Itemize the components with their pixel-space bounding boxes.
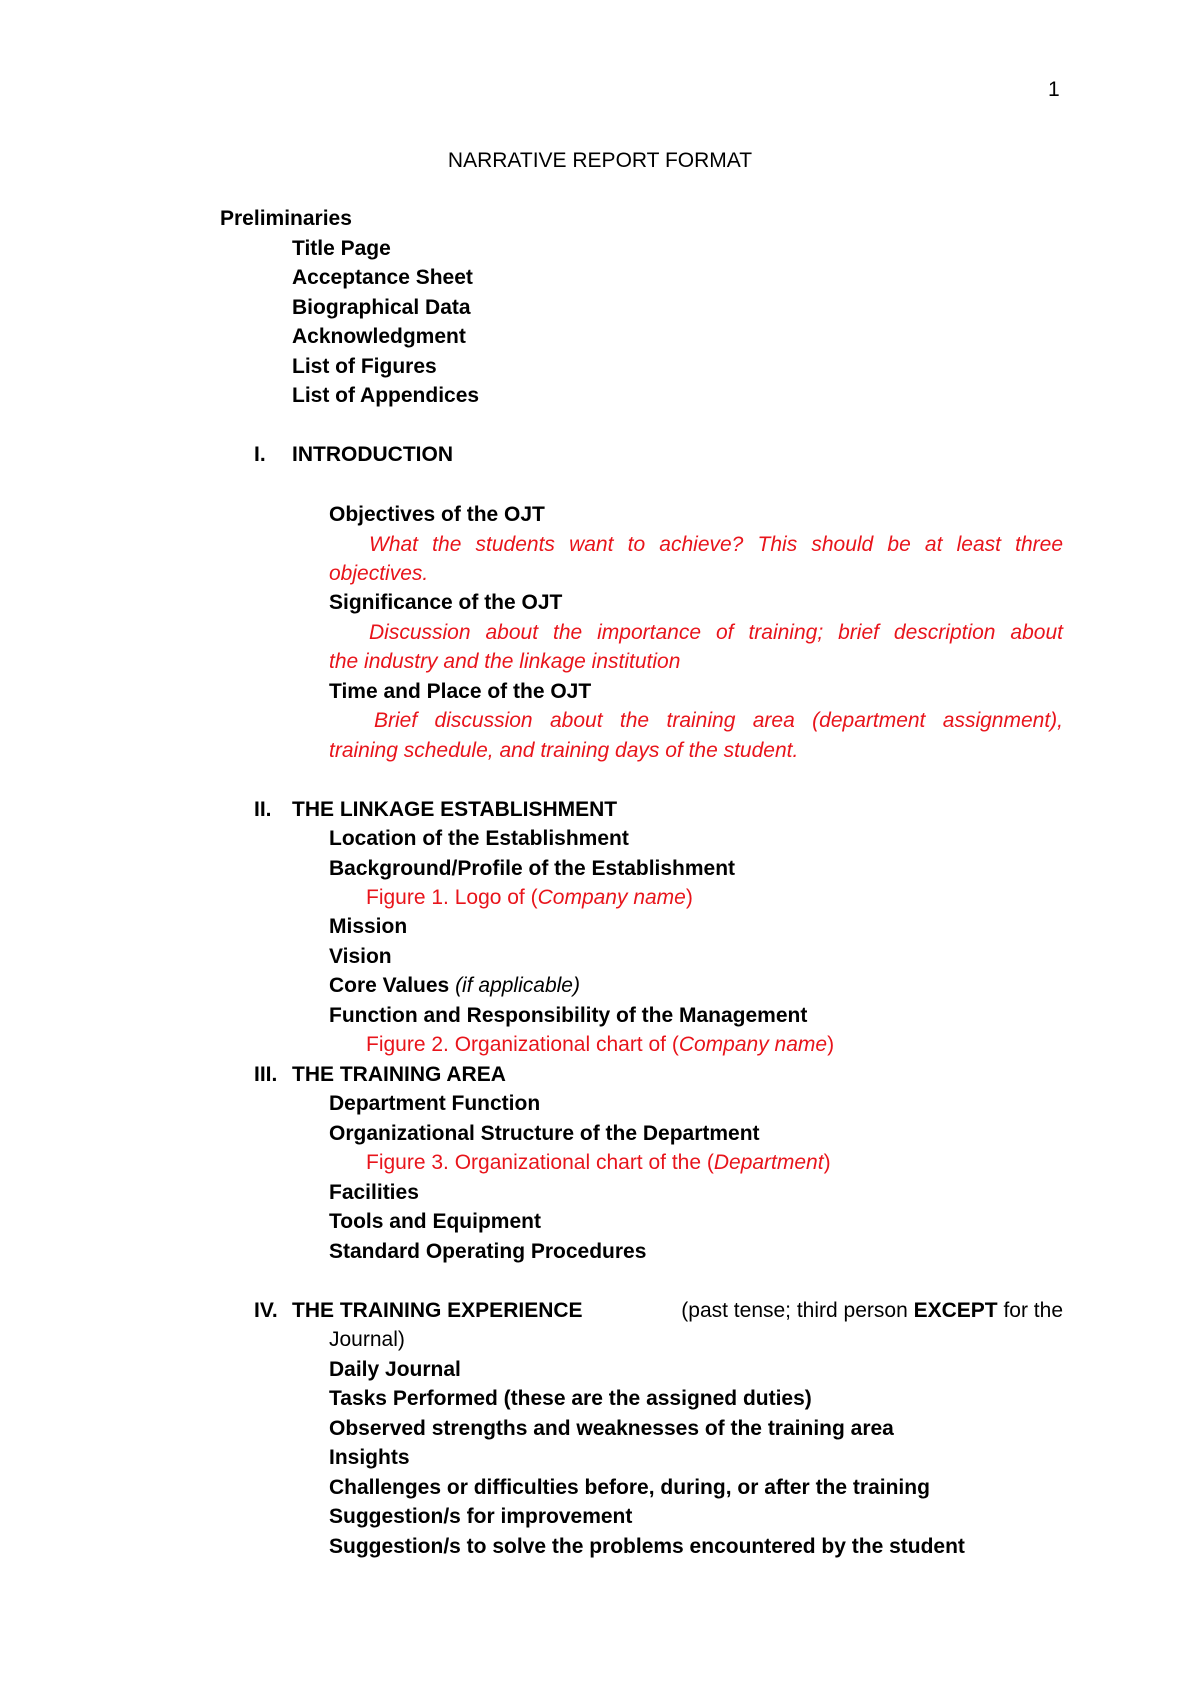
section-4-note-part-2: for the (997, 1299, 1063, 1322)
figure-3-caption (366, 1152, 831, 1173)
significance-note-line-2: the industry and the linkage institution (329, 650, 681, 673)
time-place-heading: Time and Place of the OJT (329, 680, 592, 703)
daily-journal-heading: Daily Journal (329, 1358, 461, 1381)
section-4-note-part-1: (past tense; third person (675, 1299, 914, 1322)
significance-heading: Significance of the OJT (329, 591, 563, 614)
prelim-item-acceptance-sheet: Acceptance Sheet (292, 266, 473, 289)
section-3-number: III. (254, 1063, 278, 1086)
core-values-note: (if applicable) (455, 974, 580, 997)
figure-2-suffix: ) (827, 1033, 835, 1056)
figure-3-prefix: Figure 3. Organizational chart of the ( (366, 1151, 714, 1174)
prelim-item-acknowledgment: Acknowledgment (292, 325, 466, 348)
strengths-weaknesses-heading: Observed strengths and weaknesses of the training area (329, 1417, 894, 1440)
prelim-item-title-page: Title Page (292, 237, 391, 260)
org-structure-heading: Organizational Structure of the Department (329, 1122, 760, 1145)
time-place-note-line-2: training schedule, and training days of the student. (329, 739, 799, 762)
section-4-number: IV. (254, 1299, 278, 1322)
challenges-heading: Challenges or difficulties before, during, or after the training (329, 1476, 930, 1499)
section-4-title: THE TRAINING EXPERIENCE (292, 1299, 583, 1322)
prelim-item-biographical-data: Biographical Data (292, 296, 471, 319)
section-2-title: THE LINKAGE ESTABLISHMENT (292, 798, 618, 821)
section-4-except: EXCEPT (913, 1299, 998, 1322)
page-number: 1 (1048, 78, 1060, 101)
section-1-number: I. (254, 443, 266, 466)
location-heading: Location of the Establishment (329, 827, 629, 850)
section-4-title-line (292, 1300, 1063, 1321)
prelim-item-list-of-figures: List of Figures (292, 355, 437, 378)
figure-3-department: Department (713, 1151, 824, 1174)
mission-heading: Mission (329, 915, 408, 938)
background-heading: Background/Profile of the Establishment (329, 857, 736, 880)
objectives-heading: Objectives of the OJT (329, 503, 545, 526)
figure-1-prefix: Figure 1. Logo of ( (366, 886, 538, 909)
insights-heading: Insights (329, 1446, 410, 1469)
sop-heading: Standard Operating Procedures (329, 1240, 647, 1263)
figure-2-company-name: Company name (678, 1033, 828, 1056)
figure-1-company-name: Company name (537, 886, 686, 909)
facilities-heading: Facilities (329, 1181, 419, 1204)
objectives-note-line-1: What the students want to achieve? This should be at least three (369, 533, 1063, 556)
core-values-heading: Core Values (329, 974, 456, 997)
section-3-title: THE TRAINING AREA (292, 1063, 506, 1086)
suggestions-improvement-heading: Suggestion/s for improvement (329, 1505, 633, 1528)
figure-2-caption (366, 1034, 834, 1055)
significance-note-line-1: Discussion about the importance of training; brief description about (369, 621, 1063, 644)
tasks-performed-heading: Tasks Performed (these are the assigned duties) (329, 1387, 812, 1410)
section-4-note (675, 1300, 1063, 1321)
figure-1-suffix: ) (685, 886, 693, 909)
prelim-item-list-of-appendices: List of Appendices (292, 384, 480, 407)
section-2-number: II. (254, 798, 272, 821)
figure-1-caption (366, 887, 693, 908)
time-place-note-line-1: Brief discussion about the training area (department assignment), (374, 709, 1063, 732)
figure-2-prefix: Figure 2. Organizational chart of ( (366, 1033, 679, 1056)
core-values-line (329, 975, 580, 996)
function-heading: Function and Responsibility of the Management (329, 1004, 808, 1027)
objectives-note-line-2: objectives. (329, 562, 429, 585)
tools-heading: Tools and Equipment (329, 1210, 541, 1233)
department-function-heading: Department Function (329, 1092, 541, 1115)
vision-heading: Vision (329, 945, 392, 968)
section-1-title: INTRODUCTION (292, 443, 453, 466)
section-4-title-continuation: Journal) (329, 1328, 405, 1351)
figure-3-suffix: ) (823, 1151, 831, 1174)
preliminaries-heading: Preliminaries (220, 207, 352, 230)
suggestions-problems-heading: Suggestion/s to solve the problems encountered by the student (329, 1535, 965, 1558)
document-title: NARRATIVE REPORT FORMAT (447, 149, 753, 172)
